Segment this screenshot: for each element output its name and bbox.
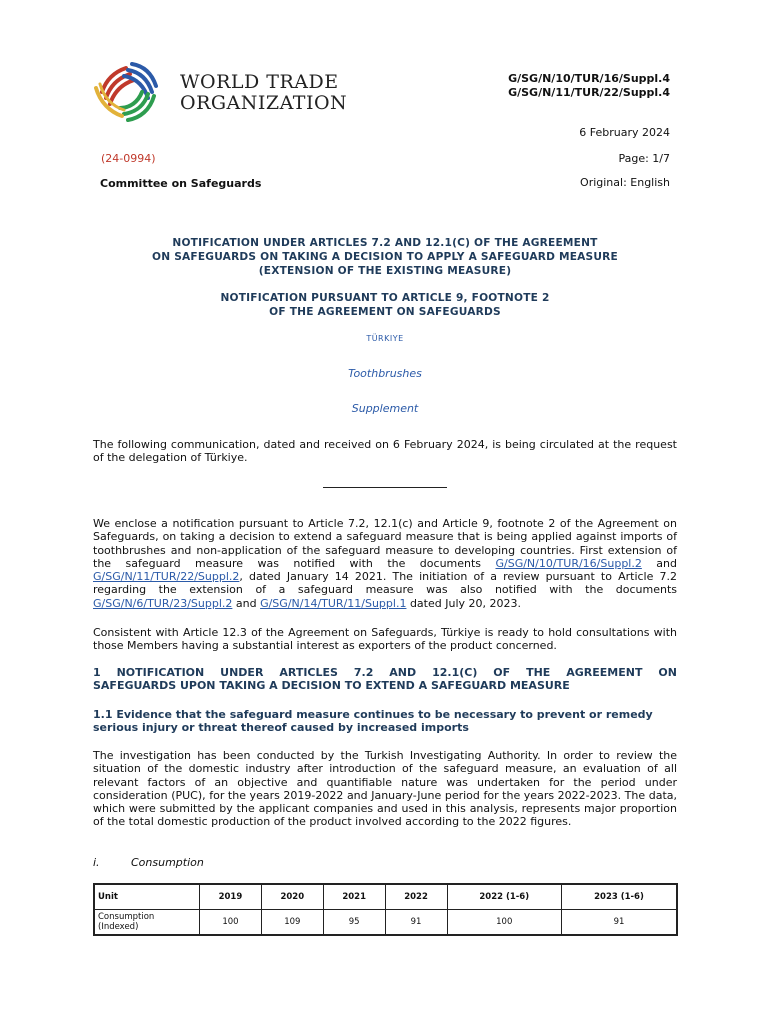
paragraph-text: dated July 20, 2023. — [406, 596, 521, 610]
heading-word: ON — [658, 666, 677, 679]
paragraph-text: and — [232, 596, 261, 610]
notification-subtitle — [93, 291, 677, 319]
product-subject: Toothbrushes — [348, 367, 422, 380]
document-link[interactable]: G/SG/N/11/TUR/22/Suppl.2 — [93, 570, 240, 584]
notification-title — [93, 236, 677, 278]
investigation-paragraph: The investigation has been conducted by the Turkish Investigating Authority. In order to review the situation of the domestic industry after introduction of the safeguard measure, an evaluation of all relevant factors of an objective and quantifiable nature was undertaken for the period under consideration (PUC), for the years 2019-2022 and January-June period for the years 2022-2023. The data, which were submitted by the applicant companies and used in this analysis, represents major proportion of the total domestic production of the product involved according to the 2022 figures. — [93, 749, 677, 829]
table-cell: Consumption (Indexed) — [94, 910, 200, 936]
original-language: Original: English — [580, 176, 670, 189]
section-heading-1-1: 1.1 Evidence that the safeguard measure continues to be necessary to prevent or remedy serious injury or threat thereof caused by increased imports — [93, 708, 653, 735]
table-header-cell: Unit — [94, 884, 200, 910]
table-header-cell: 2019 — [200, 884, 262, 910]
paragraph-text: , dated January 14 2021. The initiation of a review pursuant to Article 7.2 regarding the extension of a safeguard measure was also notified with the documents — [93, 570, 677, 597]
table-cell: 95 — [323, 910, 385, 936]
document-symbols — [508, 72, 670, 100]
heading-word: NOTIFICATION — [116, 666, 205, 679]
heading-word: UNDER — [220, 666, 264, 679]
subsection-label: Consumption — [131, 856, 204, 869]
table-cell: 100 — [200, 910, 262, 936]
heading-word: AND — [389, 666, 417, 679]
title-line: (EXTENSION OF THE EXISTING MEASURE) — [258, 265, 512, 277]
subsection-number: i. — [93, 856, 100, 869]
table-cell: 91 — [561, 910, 677, 936]
subtitle-line: NOTIFICATION PURSUANT TO ARTICLE 9, FOOTNOTE 2 — [220, 292, 550, 304]
section-heading-1 — [93, 666, 677, 693]
table-row — [94, 910, 677, 936]
consultation-paragraph: Consistent with Article 12.3 of the Agreement on Safeguards, Türkiye is ready to hold consultations with those Members having a substantial interest as exporters of the product concerned. — [93, 626, 677, 653]
table-cell: 91 — [385, 910, 447, 936]
supplement-label: Supplement — [351, 402, 419, 415]
document-symbol: G/SG/N/10/TUR/16/Suppl.4 — [508, 72, 670, 85]
document-link[interactable]: G/SG/N/6/TUR/23/Suppl.2 — [93, 596, 233, 610]
heading-word: 7.2 — [353, 666, 374, 679]
consumption-table — [93, 883, 678, 936]
heading-word: OF — [493, 666, 511, 679]
wto-emblem-icon — [92, 58, 176, 130]
table-cell: 100 — [447, 910, 561, 936]
subtitle-line: OF THE AGREEMENT ON SAFEGUARDS — [269, 306, 501, 318]
table-header-cell: 2021 — [323, 884, 385, 910]
org-name-line1: WORLD TRADE — [180, 71, 339, 93]
paragraph-text: and — [641, 556, 677, 570]
title-line: ON SAFEGUARDS ON TAKING A DECISION TO APPLY A SAFEGUARD MEASURE — [152, 251, 618, 263]
subsection-consumption — [93, 856, 204, 869]
document-reference: (24-0994) — [101, 152, 156, 165]
wto-wordmark — [180, 72, 347, 114]
document-link[interactable]: G/SG/N/10/TUR/16/Suppl.2 — [495, 556, 642, 570]
enclosure-paragraph — [93, 517, 677, 610]
table-cell: 109 — [261, 910, 323, 936]
separator-line — [323, 487, 447, 488]
table-header-row — [94, 884, 677, 910]
page-count: Page: 1/7 — [618, 152, 670, 165]
intro-paragraph: The following communication, dated and received on 6 February 2024, is being circulated at the request of the delegation of Türkiye. — [93, 438, 677, 465]
heading-word: AGREEMENT — [566, 666, 643, 679]
table-header-cell: 2023 (1-6) — [561, 884, 677, 910]
table-header-cell: 2022 — [385, 884, 447, 910]
wto-logo — [92, 58, 348, 130]
section-heading-line — [93, 666, 677, 679]
table-header-cell: 2022 (1-6) — [447, 884, 561, 910]
section-heading-line: SAFEGUARDS UPON TAKING A DECISION TO EXTEND A SAFEGUARD MEASURE — [93, 679, 570, 693]
document-link[interactable]: G/SG/N/14/TUR/11/Suppl.1 — [260, 596, 407, 610]
document-date: 6 February 2024 — [579, 126, 670, 139]
title-line: NOTIFICATION UNDER ARTICLES 7.2 AND 12.1(C) OF THE AGREEMENT — [172, 237, 598, 249]
heading-word: ARTICLES — [279, 666, 338, 679]
member-name: TÜRKIYE — [366, 334, 404, 343]
org-name-line2: ORGANIZATION — [180, 92, 348, 114]
document-symbol: G/SG/N/11/TUR/22/Suppl.4 — [508, 86, 670, 99]
table-header-cell: 2020 — [261, 884, 323, 910]
heading-word: 1 — [93, 666, 101, 679]
committee-name: Committee on Safeguards — [100, 177, 262, 190]
heading-word: 12.1(C) — [432, 666, 478, 679]
paragraph-text: We enclose a notification pursuant to Article 7.2, 12.1(c) and Article 9, footnote 2 of the Agreement on Safeguards, on taking a decision to extend a safeguard measure that is being applied against imports of toothbrushes and non-application of the safeguard measure to developing countries. First extension of the safeguard measure was notified with the documents — [93, 517, 677, 570]
heading-word: THE — [526, 666, 551, 679]
